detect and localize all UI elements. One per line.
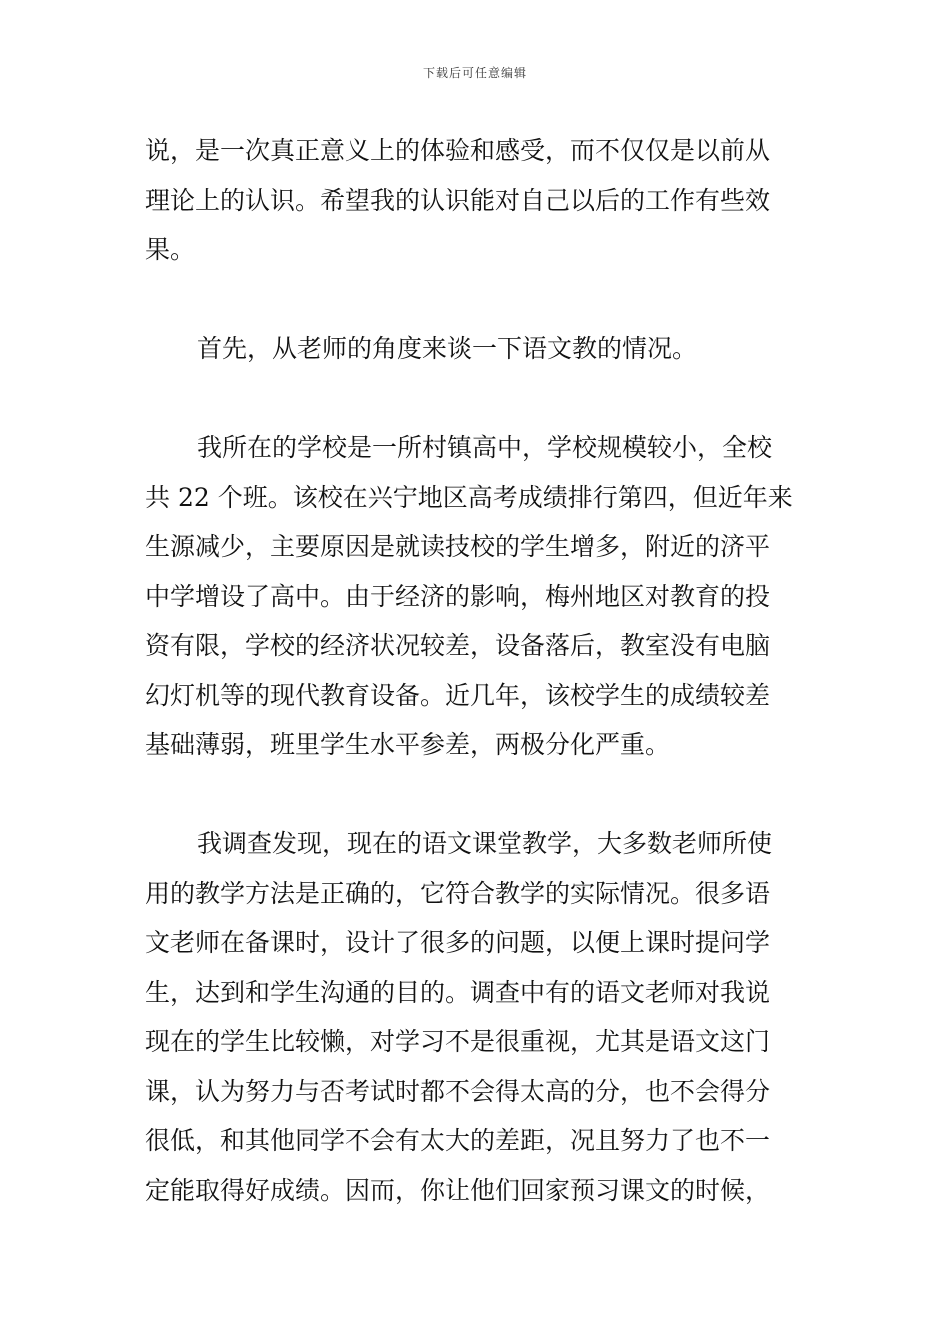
text-line: 理论上的认识。希望我的认识能对自己以后的工作有些效 [145,185,771,215]
text-line: 我所在的学校是一所村镇高中，学校规模较小，全校 [197,433,773,462]
page-header: 下载后可任意编辑 [422,66,527,80]
text-line: 资有限，学校的经济状况较差，设备落后，教室没有电脑 [145,631,771,660]
paragraph-spacer [145,770,810,820]
text-line: 基础薄弱，班里学生水平参差，两极分化严重。 [145,730,671,759]
text-line: 课，认为努力与否考试时都不会得太高的分，也不会得分 [145,1076,771,1106]
paragraph [145,126,810,275]
text-line: 生，达到和学生沟通的目的。调查中有的语文老师对我说 [145,977,771,1007]
paragraph [145,324,810,374]
text-line: 生源减少，主要原因是就读技校的学生增多，附近的济平 [145,532,771,561]
text-line: 现在的学生比较懒，对学习不是很重视，尤其是语文这门 [145,1027,771,1056]
text-line: 文老师在备课时，设计了很多的问题，以便上课时提问学 [145,928,771,957]
text-line: 中学增设了高中。由于经济的影响，梅州地区对教育的投 [145,581,771,611]
text-line: 我调查发现，现在的语文课堂教学，大多数老师所使 [197,829,773,858]
text-line: 共 22 个班。该校在兴宁地区高考成绩排行第四，但近年来 [145,482,793,512]
paragraph [145,423,810,770]
text-line: 首先，从老师的角度来谈一下语文教的情况。 [197,334,698,363]
text-line: 用的教学方法是正确的，它符合教学的实际情况。很多语 [145,878,771,908]
document-body [145,126,810,1215]
paragraph-spacer [145,374,810,424]
text-line: 幻灯机等的现代教育设备。近几年，该校学生的成绩较差 [145,680,771,710]
text-line: 定能取得好成绩。因而，你让他们回家预习课文的时候， [145,1175,771,1205]
text-line: 果。 [145,235,196,264]
text-line: 很低，和其他同学不会有太大的差距，况且努力了也不一 [145,1126,771,1155]
text-line: 说，是一次真正意义上的体验和感受，而不仅仅是以前从 [145,136,771,165]
paragraph-spacer [145,275,810,325]
paragraph [145,819,810,1215]
